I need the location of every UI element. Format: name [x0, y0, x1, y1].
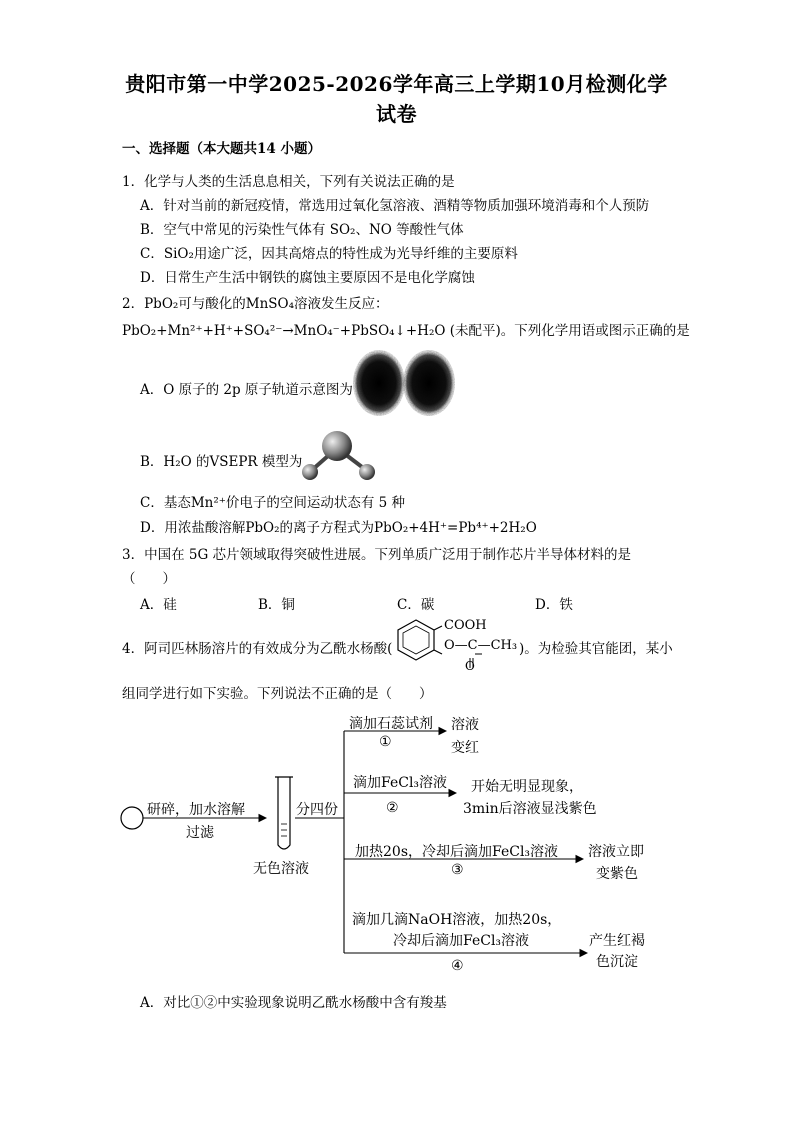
branch3-number: ③: [451, 862, 464, 878]
q4-stem-start: 4．阿司匹林肠溶片的有效成分为乙酰水杨酸(: [122, 641, 393, 657]
q1-option-b: B．空气中常见的污染性气体有 SO₂、NO 等酸性气体: [140, 222, 464, 238]
q2-option-b: B．H₂O 的VSEPR 模型为: [140, 454, 303, 470]
branch3-result-line2: 变紫色: [596, 866, 638, 882]
q2-option-a: A．O 原子的 2p 原子轨道示意图为: [140, 382, 353, 398]
branch4-reagent-line1: 滴加几滴NaOH溶液，加热20s，: [352, 912, 562, 928]
q4-option-a: A．对比①②中实验现象说明乙酰水杨酸中含有羧基: [140, 995, 447, 1011]
branch3-reagent: 加热20s，冷却后滴加FeCl₃溶液: [355, 844, 559, 860]
q4-stem-line2: 组同学进行如下实验。下列说法不正确的是（ ）: [122, 686, 433, 702]
q2-stem: 2．PbO₂可与酸化的MnSO₄溶液发生反应：: [122, 296, 389, 312]
doc-title-line2: 试卷: [376, 102, 417, 126]
branch2-number: ②: [386, 800, 399, 816]
q2-option-c: C．基态Mn²⁺价电子的空间运动状态有 5 种: [140, 495, 406, 511]
branch4-number: ④: [451, 958, 464, 974]
aspirin-carbonyl-o: O: [465, 659, 475, 673]
q3-option-c: C．碳: [397, 597, 435, 613]
doc-title-line1: 贵阳市第一中学2025-2026学年高三上学期10月检测化学: [125, 72, 668, 96]
colorless-solution-label: 无色溶液: [253, 861, 309, 877]
step-filter-label: 过滤: [186, 825, 214, 841]
q1-option-c: C．SiO₂用途广泛，因其高熔点的特性成为光导纤维的主要原料: [140, 246, 518, 262]
branch2-result-line1: 开始无明显现象，: [471, 779, 583, 795]
q2-option-d: D．用浓盐酸溶解PbO₂的离子方程式为PbO₂+4H⁺=Pb⁴⁺+2H₂O: [140, 520, 537, 536]
branch2-reagent: 滴加FeCl₃溶液: [353, 775, 448, 791]
q3-option-d: D．铁: [535, 597, 573, 613]
q4-stem-end: )。为检验其官能团，某小: [519, 641, 673, 657]
split-four-label: 分四份: [296, 802, 338, 818]
branch1-number: ①: [379, 734, 392, 750]
q3-option-b: B．铜: [258, 597, 295, 613]
aspirin-cooh-label: COOH: [444, 618, 487, 633]
q3-stem: 3．中国在 5G 芯片领域取得突破性进展。下列单质广泛用于制作芯片半导体材料的是: [122, 547, 632, 563]
branch1-reagent: 滴加石蕊试剂: [349, 716, 433, 732]
branch4-result-line1: 产生红褐: [589, 933, 645, 949]
branch2-result-line2: 3min后溶液显浅紫色: [463, 801, 597, 817]
step-grind-label: 研碎，加水溶解: [147, 802, 245, 818]
branch3-result-line1: 溶液立即: [588, 844, 644, 860]
branch4-reagent-line2: 冷却后滴加FeCl₃溶液: [393, 933, 530, 949]
q2-equation: PbO₂+Mn²⁺+H⁺+SO₄²⁻→MnO₄⁻+PbSO₄↓+H₂O (未配平)。下列化学用语或图示正确的是: [122, 323, 690, 339]
q1-option-a: A．针对当前的新冠疫情，常选用过氧化氢溶液、酒精等物质加强环境消毒和个人预防: [140, 198, 650, 214]
branch1-result-line2: 变红: [451, 740, 479, 756]
section-heading: 一、选择题（本大题共14 小题）: [122, 141, 321, 157]
aspirin-ester-label: O—C—CH₃: [444, 638, 518, 653]
q3-answer-paren: （ ）: [122, 571, 176, 587]
q3-option-a: A．硅: [140, 597, 177, 613]
q1-option-d: D．日常生产生活中钢铁的腐蚀主要原因不是电化学腐蚀: [140, 270, 475, 286]
branch4-result-line2: 色沉淀: [596, 954, 638, 970]
branch1-result-line1: 溶液: [451, 717, 479, 733]
q1-stem: 1．化学与人类的生活息息相关，下列有关说法正确的是: [122, 174, 455, 190]
